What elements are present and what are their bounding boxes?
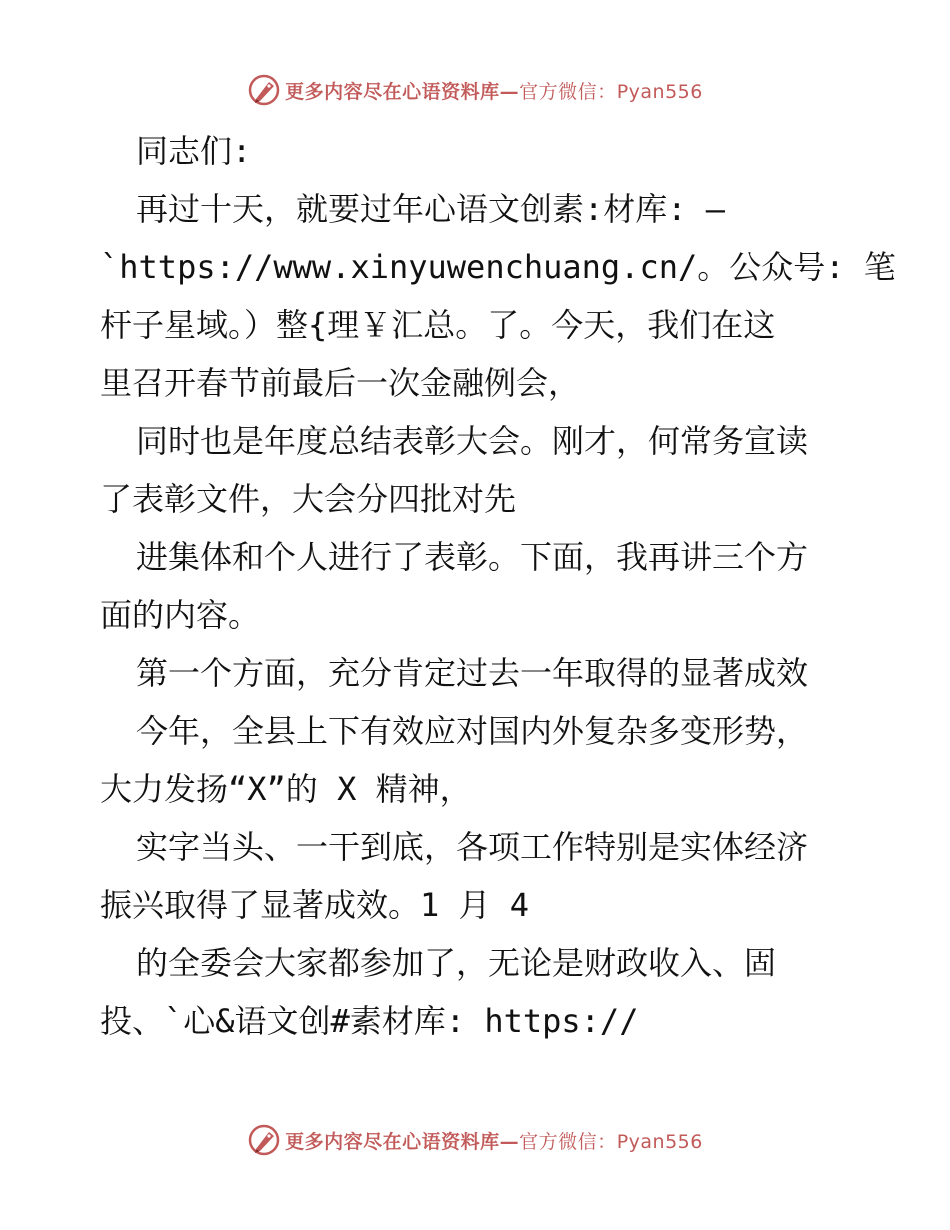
watermark-text bbox=[285, 77, 703, 104]
watermark-brand: 更多内容尽在心语资料库 bbox=[285, 80, 500, 103]
body-line: 进集体和个人进行了表彰。下面，我再讲三个方 bbox=[136, 538, 809, 576]
body-line: 杆子星域。）整{理￥汇总。了。今天，我们在这 bbox=[100, 306, 776, 344]
body-line: 里召开春节前最后一次金融例会， bbox=[100, 364, 581, 402]
body-line: 面的内容。 bbox=[100, 596, 261, 634]
watermark-brand: 更多内容尽在心语资料库 bbox=[285, 1130, 500, 1153]
footer-watermark-banner bbox=[0, 1120, 950, 1160]
watermark-separator: — bbox=[499, 80, 520, 103]
body-line: 振兴取得了显著成效。1 月 4 bbox=[100, 886, 530, 924]
body-line: 同志们: bbox=[136, 132, 252, 170]
pen-nib-circle-icon bbox=[247, 1123, 281, 1157]
pen-nib-circle-icon bbox=[247, 73, 281, 107]
body-line: 实字当头、一干到底，各项工作特别是实体经济 bbox=[136, 828, 809, 866]
body-line: 了表彰文件，大会分四批对先 bbox=[100, 480, 517, 518]
body-line: 的全委会大家都参加了，无论是财政收入、固 bbox=[136, 944, 777, 982]
body-line: `https://www.xinyuwenchuang.cn/。公众号: 笔 bbox=[100, 248, 896, 286]
watermark-separator: — bbox=[499, 1130, 520, 1153]
watermark-account: Pyan556 bbox=[616, 1130, 703, 1153]
watermark-label: 官方微信： bbox=[519, 1130, 617, 1153]
watermark-label: 官方微信： bbox=[519, 80, 617, 103]
body-line: 大力发扬“X”的 X 精神， bbox=[100, 770, 472, 808]
body-line: 第一个方面，充分肯定过去一年取得的显著成效 bbox=[136, 654, 809, 692]
body-line: 今年，全县上下有效应对国内外复杂多变形势， bbox=[136, 712, 809, 750]
body-line: 投、`心&语文创#素材库: https:// bbox=[100, 1002, 639, 1040]
watermark-text bbox=[285, 1127, 703, 1154]
body-line: 同时也是年度总结表彰大会。刚才，何常务宣读 bbox=[136, 422, 809, 460]
body-line: 再过十天，就要过年心语文创素:材库: — bbox=[136, 190, 726, 228]
watermark-account: Pyan556 bbox=[616, 80, 703, 103]
header-watermark-banner bbox=[0, 70, 950, 110]
document-body bbox=[100, 122, 896, 1050]
